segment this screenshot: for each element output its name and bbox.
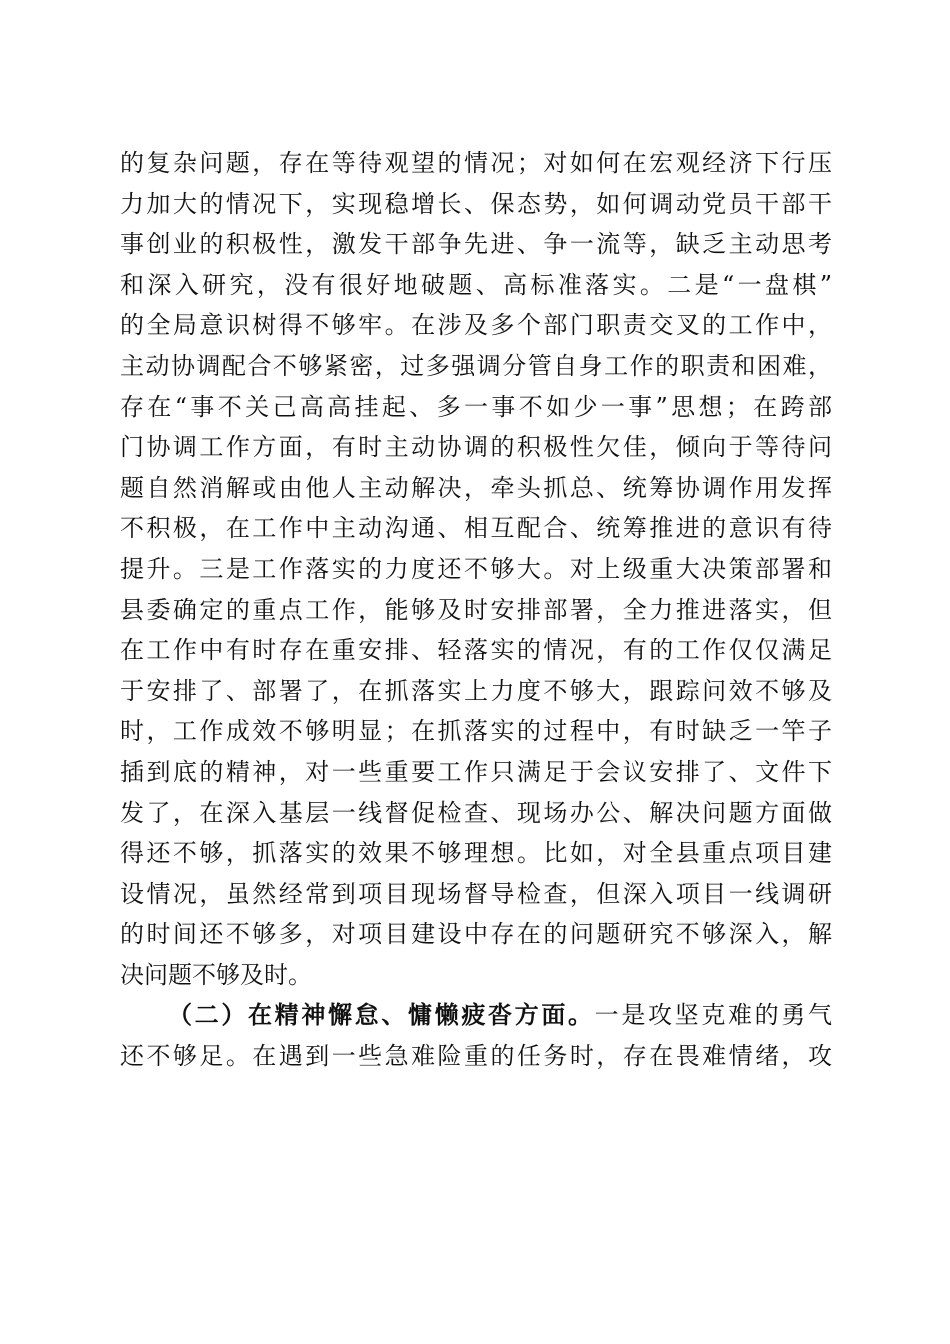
text-line: 主动协调配合不够紧密，过多强调分管自身工作的职责和困难，	[120, 351, 832, 380]
text-line: 还不够足。在遇到一些急难险重的任务时，存在畏难情绪，攻	[120, 1042, 832, 1071]
text-line: 设情况，虽然经常到项目现场督导检查，但深入项目一线调研	[120, 879, 832, 908]
body-text	[120, 143, 832, 1077]
text-line: 插到底的精神，对一些重要工作只满足于会议安排了、文件下	[120, 757, 832, 786]
text-line: 县委确定的重点工作，能够及时安排部署，全力推进落实，但	[120, 595, 832, 624]
text-line: 门协调工作方面，有时主动协调的积极性欠佳，倾向于等待问	[120, 433, 832, 462]
text-line: 时，工作成效不够明显；在抓落实的过程中，有时缺乏一竿子	[120, 717, 832, 746]
text-line: 存在“事不关己高高挂起、多一事不如少一事”思想；在跨部	[120, 392, 832, 421]
text-line: 的复杂问题，存在等待观望的情况；对如何在宏观经济下行压	[120, 149, 832, 177]
text-line: 发了，在深入基层一线督促检查、现场办公、解决问题方面做	[120, 798, 832, 827]
text-line: 得还不够，抓落实的效果不够理想。比如，对全县重点项目建	[120, 839, 832, 868]
section-heading: （二）在精神懈怠、慵懒疲沓方面。	[168, 1000, 595, 1030]
section-heading-rest: 一是攻坚克难的勇气	[594, 1001, 833, 1030]
text-line: 在工作中有时存在重安排、轻落实的情况，有的工作仅仅满足	[120, 636, 832, 665]
text-line: 于安排了、部署了，在抓落实上力度不够大，跟踪问效不够及	[120, 676, 832, 705]
text-line: 力加大的情况下，实现稳增长、保态势，如何调动党员干部干	[120, 189, 832, 218]
text-line: 事创业的积极性，激发干部争先进、争一流等，缺乏主动思考	[120, 230, 832, 259]
text-line: 题自然消解或由他人主动解决，牵头抓总、统筹协调作用发挥	[120, 473, 832, 502]
text-line: 提升。三是工作落实的力度还不够大。对上级重大决策部署和	[120, 554, 832, 583]
text-line: 的全局意识树得不够牢。在涉及多个部门职责交叉的工作中，	[120, 311, 832, 340]
text-line: 决问题不够及时。	[120, 960, 312, 989]
section-heading-line	[120, 995, 832, 1036]
text-line: 不积极，在工作中主动沟通、相互配合、统筹推进的意识有待	[120, 514, 832, 543]
text-line: 的时间还不够多，对项目建设中存在的问题研究不够深入，解	[120, 920, 832, 949]
text-line: 和深入研究，没有很好地破题、高标准落实。二是“一盘棋”	[120, 270, 832, 299]
